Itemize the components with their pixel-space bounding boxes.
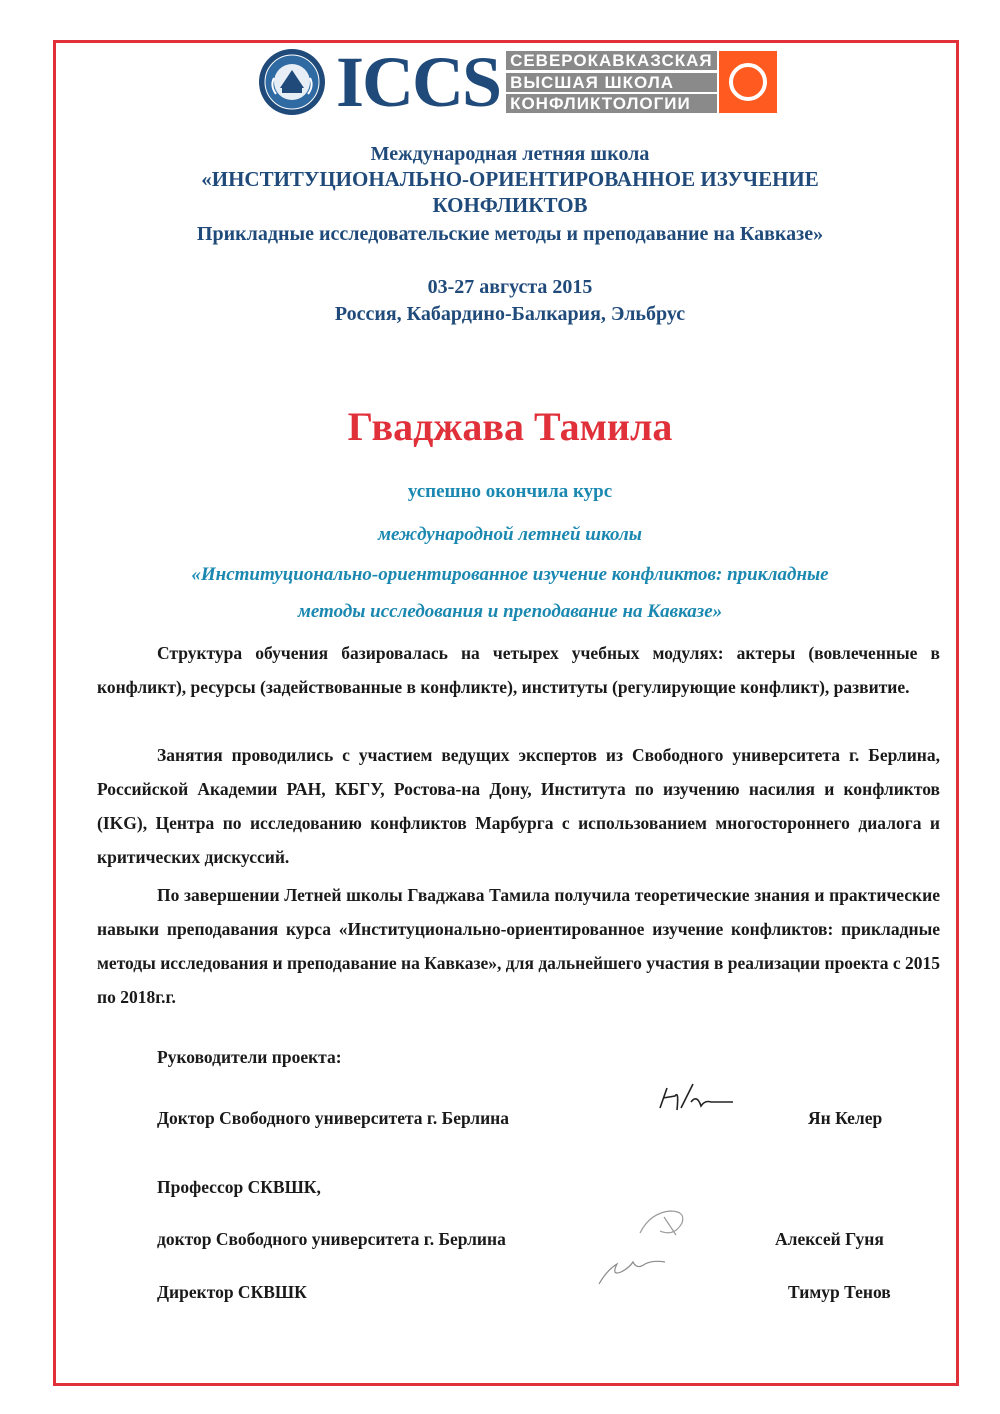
signatory-2-title-a: Профессор СКВШК, [157,1177,321,1197]
signatory-2-title-b: доктор Свободного университета г. Берлина [157,1229,506,1249]
school-title: Международная летняя школа [370,143,650,165]
signatory-3-title: Директор СКВШК [157,1282,307,1302]
completion-statement: успешно окончила курс [407,481,613,502]
paragraph-results: По завершении Летней школы Гваджава Тамила получила теоретические знания и практические навыки преподавания курса «Институционально-ориентированное изучение конфликтов: прикладные методы исследования и преподавание на Кавказе», для дальнейшего участия в реализации проекта с 2015 по 2018г.г. [97,885,940,1007]
signatories-heading: Руководители проекта: [157,1047,342,1067]
course-school-line: международной летней школы [378,524,642,545]
paragraph-experts: Занятия проводились с участием ведущих экспертов из Свободного университета г. Берлина, Российской Академии РАН, КБГУ, Ростова-на Дону, Института по изучению насилия и конфликтов (IKG), Центра по исследованию конфликтов Марбурга с использованием многостороннего диалога и критических дискуссий. [97,745,940,867]
course-title-line-1: «Институционально-ориентированное изучение конфликтов: прикладные [191,564,829,585]
orange-ring-icon [719,51,777,113]
school-logo-block [506,49,777,115]
school-line-3: КОНФЛИКТОЛОГИИ [506,94,717,113]
emblem-seal-icon [258,48,326,116]
program-title-line-1: «ИНСТИТУЦИОНАЛЬНО-ОРИЕНТИРОВАННОЕ ИЗУЧЕНИЕ [201,167,819,191]
program-title-line-2: КОНФЛИКТОВ [432,193,588,217]
event-dates: 03-27 августа 2015 [427,276,593,298]
signatory-1-title: Доктор Свободного университета г. Берлина [157,1108,510,1128]
iccs-logo-text: ICCS [336,42,501,122]
signatory-2-name: Алексей Гуня [775,1229,884,1249]
recipient-name: Гваджава Тамила [347,404,673,449]
logo-row [258,42,798,122]
program-subtitle: Прикладные исследовательские методы и преподавание на Кавказе» [196,223,824,245]
event-location: Россия, Кабардино-Балкария, Эльбрус [334,303,686,325]
signatory-1-name: Ян Келер [808,1108,883,1128]
paragraph-structure: Структура обучения базировалась на четырех учебных модулях: актеры (вовлеченные в конфликт), ресурсы (задействованные в конфликте), институты (регулирующие конфликт), развитие. [97,643,940,697]
signature-3-icon [593,1250,673,1290]
signature-2-icon [630,1203,700,1243]
course-title-line-2: методы исследования и преподавание на Кавказе» [297,601,723,622]
signatory-3-name: Тимур Тенов [788,1282,891,1302]
school-line-2: ВЫСШАЯ ШКОЛА [506,73,717,92]
school-line-1: СЕВЕРОКАВКАЗСКАЯ [506,51,717,70]
signature-1-icon [655,1080,740,1120]
